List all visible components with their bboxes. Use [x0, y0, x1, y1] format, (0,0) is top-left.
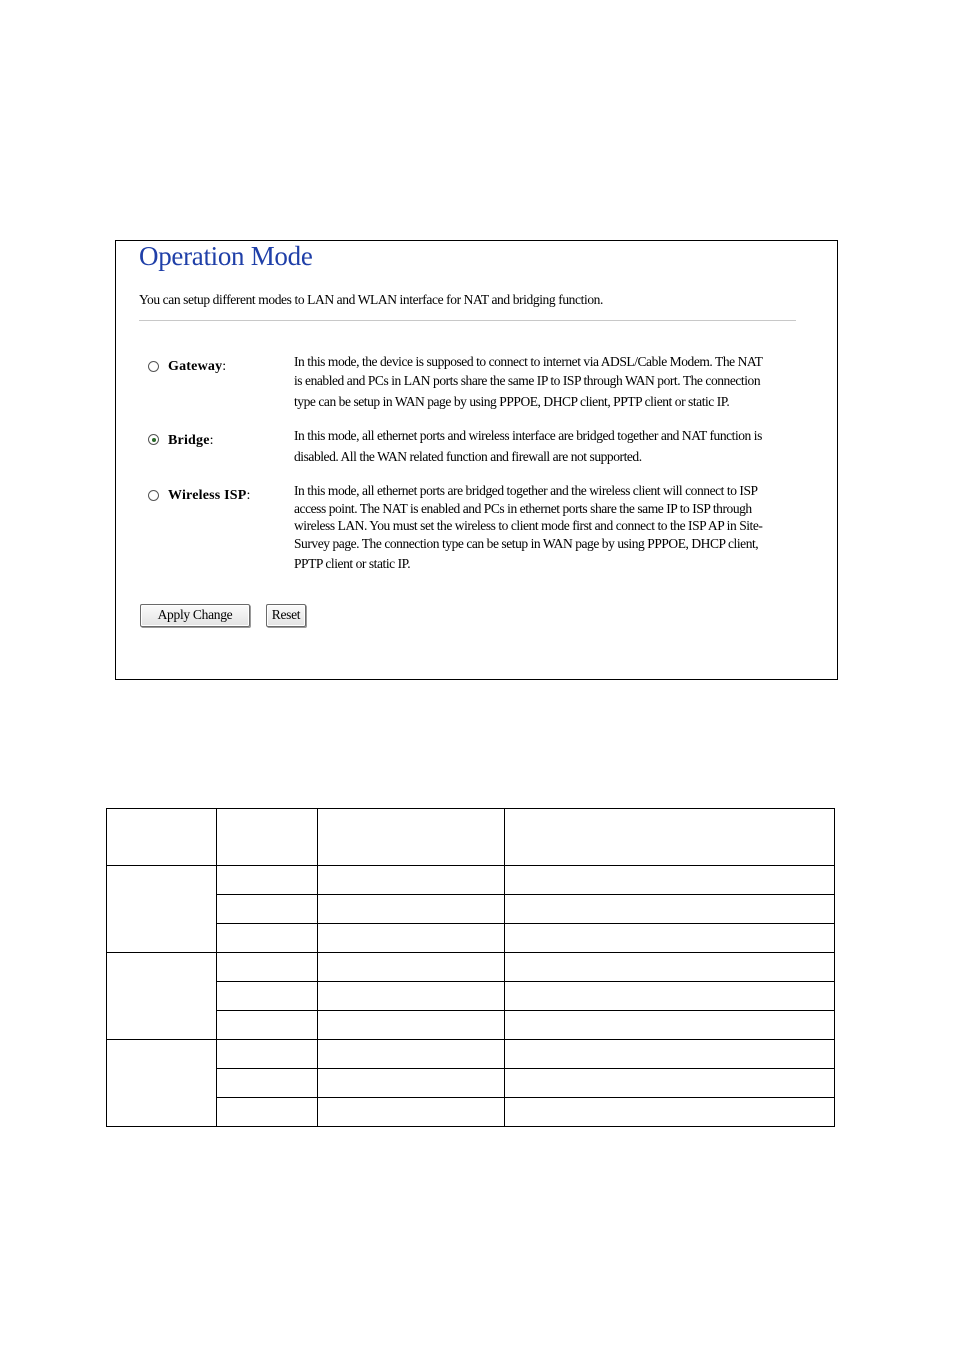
table-cell	[505, 982, 835, 1011]
wireless-isp-desc-line: access point. The NAT is enabled and PCs in ethernet ports share the same IP to ISP through	[294, 500, 752, 516]
table-cell	[505, 1040, 835, 1069]
table-cell	[505, 924, 835, 953]
table-row	[107, 1040, 835, 1069]
wireless-isp-radio[interactable]	[148, 490, 159, 501]
wireless-isp-desc-line: Survey page. The connection type can be setup in WAN page by using PPPOE, DHCP client,	[294, 535, 759, 551]
table-cell	[318, 866, 505, 895]
empty-table	[106, 808, 835, 1127]
table-cell	[217, 1069, 318, 1098]
table-row	[107, 866, 835, 895]
table-cell	[217, 1040, 318, 1069]
table-cell	[318, 1069, 505, 1098]
table-cell	[217, 895, 318, 924]
bridge-desc-line: disabled. All the WAN related function and firewall are not supported.	[294, 449, 642, 464]
table-cell	[318, 924, 505, 953]
page-title: Operation Mode	[139, 241, 313, 271]
table-cell	[318, 953, 505, 982]
table-cell	[217, 1011, 318, 1040]
wireless-isp-desc-line: PPTP client or static IP.	[294, 556, 411, 572]
bridge-description	[294, 426, 794, 466]
bridge-label	[168, 433, 214, 449]
wireless-isp-label-text: Wireless ISP	[168, 488, 247, 503]
gateway-desc-line: type can be setup in WAN page by using PPPOE, DHCP client, PPTP client or static IP.	[294, 394, 730, 409]
table-cell	[217, 953, 318, 982]
wireless-isp-label-colon: :	[246, 488, 251, 503]
table-cell	[318, 1011, 505, 1040]
table-row	[107, 982, 835, 1011]
bridge-radio[interactable]	[148, 434, 159, 445]
table-row	[107, 1011, 835, 1040]
table-cell	[505, 895, 835, 924]
divider	[139, 320, 796, 321]
bridge-label-colon: :	[209, 433, 214, 448]
table-cell	[217, 982, 318, 1011]
table-header-cell	[107, 809, 217, 866]
table-group-cell	[107, 953, 217, 1040]
table-header-cell	[318, 809, 505, 866]
table-cell	[318, 895, 505, 924]
table-header-row	[107, 809, 835, 866]
table-cell	[318, 1098, 505, 1127]
table-cell	[217, 924, 318, 953]
table-row	[107, 924, 835, 953]
table-cell	[217, 866, 318, 895]
table-header-cell	[217, 809, 318, 866]
gateway-label-colon: :	[222, 359, 227, 374]
table-row	[107, 895, 835, 924]
bridge-desc-line: In this mode, all ethernet ports and wireless interface are bridged together and NAT function is	[294, 428, 762, 443]
wireless-isp-label	[168, 488, 251, 504]
table-cell	[217, 1098, 318, 1127]
wireless-isp-desc-line: wireless LAN. You must set the wireless to client mode first and connect to the ISP AP in Site-	[294, 518, 763, 534]
gateway-radio[interactable]	[148, 361, 159, 372]
table-cell	[318, 982, 505, 1011]
table-cell	[505, 1069, 835, 1098]
operation-mode-panel	[115, 240, 838, 680]
gateway-description	[294, 352, 794, 411]
gateway-label	[168, 359, 226, 375]
reset-button[interactable]: Reset	[266, 604, 306, 627]
bridge-label-text: Bridge	[168, 433, 210, 448]
gateway-desc-line: In this mode, the device is supposed to connect to internet via ADSL/Cable Modem. The NAT	[294, 354, 763, 369]
table-cell	[505, 953, 835, 982]
table-group-cell	[107, 1040, 217, 1127]
table-cell	[505, 866, 835, 895]
table-row	[107, 953, 835, 982]
wireless-isp-description	[294, 482, 794, 573]
table-cell	[505, 1098, 835, 1127]
table-cell	[318, 1040, 505, 1069]
page-description: You can setup different modes to LAN and WLAN interface for NAT and bridging function.	[139, 292, 603, 307]
table-row	[107, 1098, 835, 1127]
gateway-desc-line: is enabled and PCs in LAN ports share the same IP to ISP through WAN port. The connection	[294, 373, 761, 388]
table-row	[107, 1069, 835, 1098]
table-cell	[505, 1011, 835, 1040]
table-header-cell	[505, 809, 835, 866]
gateway-label-text: Gateway	[168, 359, 223, 374]
apply-change-button[interactable]: Apply Change	[140, 604, 250, 627]
table-group-cell	[107, 866, 217, 953]
wireless-isp-desc-line: In this mode, all ethernet ports are bridged together and the wireless client will connect to ISP	[294, 483, 758, 498]
